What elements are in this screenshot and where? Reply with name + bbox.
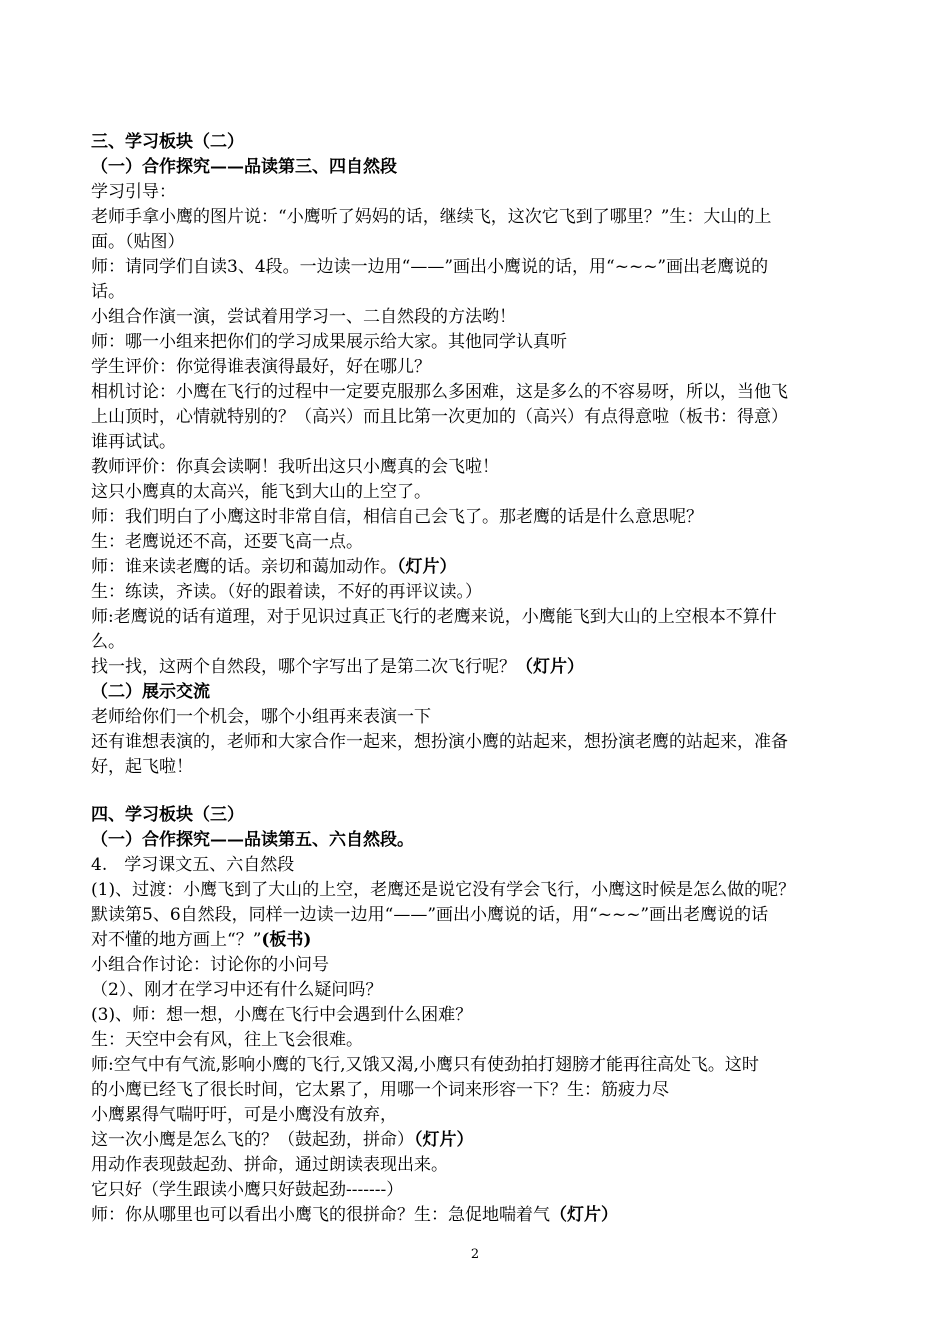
text-line	[91, 280, 890, 304]
bold-text-segment: (板书)	[261, 930, 312, 950]
text-line	[91, 828, 890, 852]
text-line	[91, 655, 890, 679]
text-line	[91, 1128, 890, 1152]
text-segment: 师：谁来读老鹰的话。亲切和蔼加动作。	[91, 557, 397, 577]
text-segment: 么。	[91, 632, 125, 652]
text-line	[91, 878, 890, 902]
text-line	[91, 730, 890, 754]
text-line	[91, 355, 890, 379]
text-segment: (1)、过渡：小鹰飞到了大山的上空，老鹰还是说它没有学会飞行，小鹰这时候是怎么做的呢？	[91, 880, 796, 900]
text-segment: (3)、师：想一想，小鹰在飞行中会遇到什么困难？	[91, 1005, 473, 1025]
text-segment: 这一次小鹰是怎么飞的？（鼓起劲，拼命）	[91, 1130, 414, 1150]
text-segment: 的小鹰已经飞了很长时间，它太累了，用哪一个词来形容一下？生：筋疲力尽	[91, 1080, 669, 1100]
text-segment: 学生评价：你觉得谁表演得最好，好在哪儿？	[91, 357, 431, 377]
text-line	[91, 705, 890, 729]
bold-text-segment: （灯片）	[550, 1205, 618, 1225]
bold-text-segment: （一）合作探究——品读第五、六自然段。	[91, 830, 414, 850]
text-segment: 上山顶时，心情就特别的？（高兴）而且比第一次更加的（高兴）有点得意啦（板书：得意）	[91, 407, 788, 427]
text-line	[91, 480, 890, 504]
text-line	[91, 755, 890, 779]
page-number: 2	[470, 1247, 480, 1262]
text-segment: 面。（贴图）	[91, 232, 185, 252]
text-line	[91, 978, 890, 1002]
text-segment: 学习引导：	[91, 182, 176, 202]
text-line	[91, 605, 890, 629]
text-segment: 用动作表现鼓起劲、拼命，通过朗读表现出来。	[91, 1155, 448, 1175]
text-segment: 小组合作演一演，尝试着用学习一、二自然段的方法哟！	[91, 307, 516, 327]
text-segment: 师:老鹰说的话有道理，对于见识过真正飞行的老鹰来说，小鹰能飞到大山的上空根本不算什	[91, 607, 777, 627]
bold-text-segment: （一）合作探究——品读第三、四自然段	[91, 157, 397, 177]
bold-text-segment: 四、学习板块（三）	[91, 805, 244, 825]
bold-text-segment: （灯片）	[414, 1130, 474, 1150]
text-line	[91, 680, 890, 704]
text-segment: 生：天空中会有风，往上飞会很难。	[91, 1030, 363, 1050]
text-segment: 小鹰累得气喘吁吁，可是小鹰没有放弃，	[91, 1105, 397, 1125]
text-line	[91, 305, 890, 329]
text-segment: 师：你从哪里也可以看出小鹰飞的很拼命？生：急促地喘着气	[91, 1205, 550, 1225]
text-line	[91, 1103, 890, 1127]
text-line	[91, 1028, 890, 1052]
text-segment: 谁再试试。	[91, 432, 176, 452]
text-segment: 这只小鹰真的太高兴，能飞到大山的上空了。	[91, 482, 431, 502]
text-line	[91, 230, 890, 254]
text-line	[91, 1003, 890, 1027]
text-segment: 教师评价：你真会读啊！我听出这只小鹰真的会飞啦！	[91, 457, 499, 477]
text-line	[91, 380, 890, 404]
text-line	[91, 580, 890, 604]
text-line	[91, 1053, 890, 1077]
text-line	[91, 530, 890, 554]
text-segment: 找一找，这两个自然段，哪个字写出了是第二次飞行呢？	[91, 657, 516, 677]
text-segment: 师：哪一小组来把你们的学习成果展示给大家。其他同学认真听	[91, 332, 567, 352]
text-line	[91, 853, 890, 877]
text-line	[91, 180, 890, 204]
text-line	[91, 455, 890, 479]
text-segment: 师：我们明白了小鹰这时非常自信，相信自己会飞了。那老鹰的话是什么意思呢？	[91, 507, 703, 527]
text-segment: 生：老鹰说还不高，还要飞高一点。	[91, 532, 363, 552]
text-line	[91, 953, 890, 977]
text-line	[91, 330, 890, 354]
text-line	[91, 505, 890, 529]
text-segment: 4. 学习课文五、六自然段	[91, 855, 295, 875]
text-segment: 好，起飞啦！	[91, 757, 193, 777]
text-segment: 小组合作讨论：讨论你的小问号	[91, 955, 329, 975]
text-segment: 默读第5、6自然段，同样一边读一边用“——”画出小鹰说的话，用“~~~”画出老鹰说的话	[91, 905, 769, 925]
text-line	[91, 803, 890, 827]
text-line	[91, 1178, 890, 1202]
text-segment: 话。	[91, 282, 125, 302]
text-segment: 还有谁想表演的，老师和大家合作一起来，想扮演小鹰的站起来，想扮演老鹰的站起来，准备	[91, 732, 788, 752]
text-line	[91, 928, 890, 952]
bold-text-segment: （灯片）	[516, 657, 584, 677]
text-line	[91, 405, 890, 429]
text-line	[91, 130, 890, 154]
text-line	[91, 1078, 890, 1102]
text-line	[91, 1153, 890, 1177]
bold-text-segment: （二）展示交流	[91, 682, 210, 702]
text-segment: 对不懂的地方画上“？”	[91, 930, 262, 950]
text-line	[91, 255, 890, 279]
text-segment: 老师手拿小鹰的图片说：“小鹰听了妈妈的话，继续飞，这次它飞到了哪里？”生：大山的上	[91, 207, 772, 227]
text-segment: 相机讨论：小鹰在飞行的过程中一定要克服那么多困难，这是多么的不容易呀，所以，当他飞	[91, 382, 788, 402]
text-segment: 老师给你们一个机会，哪个小组再来表演一下	[91, 707, 431, 727]
text-line	[91, 903, 890, 927]
bold-text-segment: 三、学习板块（二）	[91, 132, 244, 152]
text-segment: 生：练读，齐读。（好的跟着读，不好的再评议读。）	[91, 582, 482, 602]
text-segment: 师:空气中有气流,影响小鹰的飞行,又饿又渴,小鹰只有使劲拍打翅膀才能再往高处飞。这时	[91, 1055, 759, 1075]
text-segment: 它只好（学生跟读小鹰只好鼓起劲-------）	[91, 1180, 404, 1200]
text-line	[91, 555, 890, 579]
text-line	[91, 1203, 890, 1227]
text-segment: （2）、刚才在学习中还有什么疑问吗？	[91, 980, 383, 1000]
text-segment: 师：请同学们自读3、4段。一边读一边用“——”画出小鹰说的话，用“~~~”画出老鹰说的	[91, 257, 769, 277]
text-line	[91, 430, 890, 454]
text-line	[91, 155, 890, 179]
text-line	[91, 205, 890, 229]
text-line	[91, 630, 890, 654]
bold-text-segment: （灯片）	[397, 557, 457, 577]
